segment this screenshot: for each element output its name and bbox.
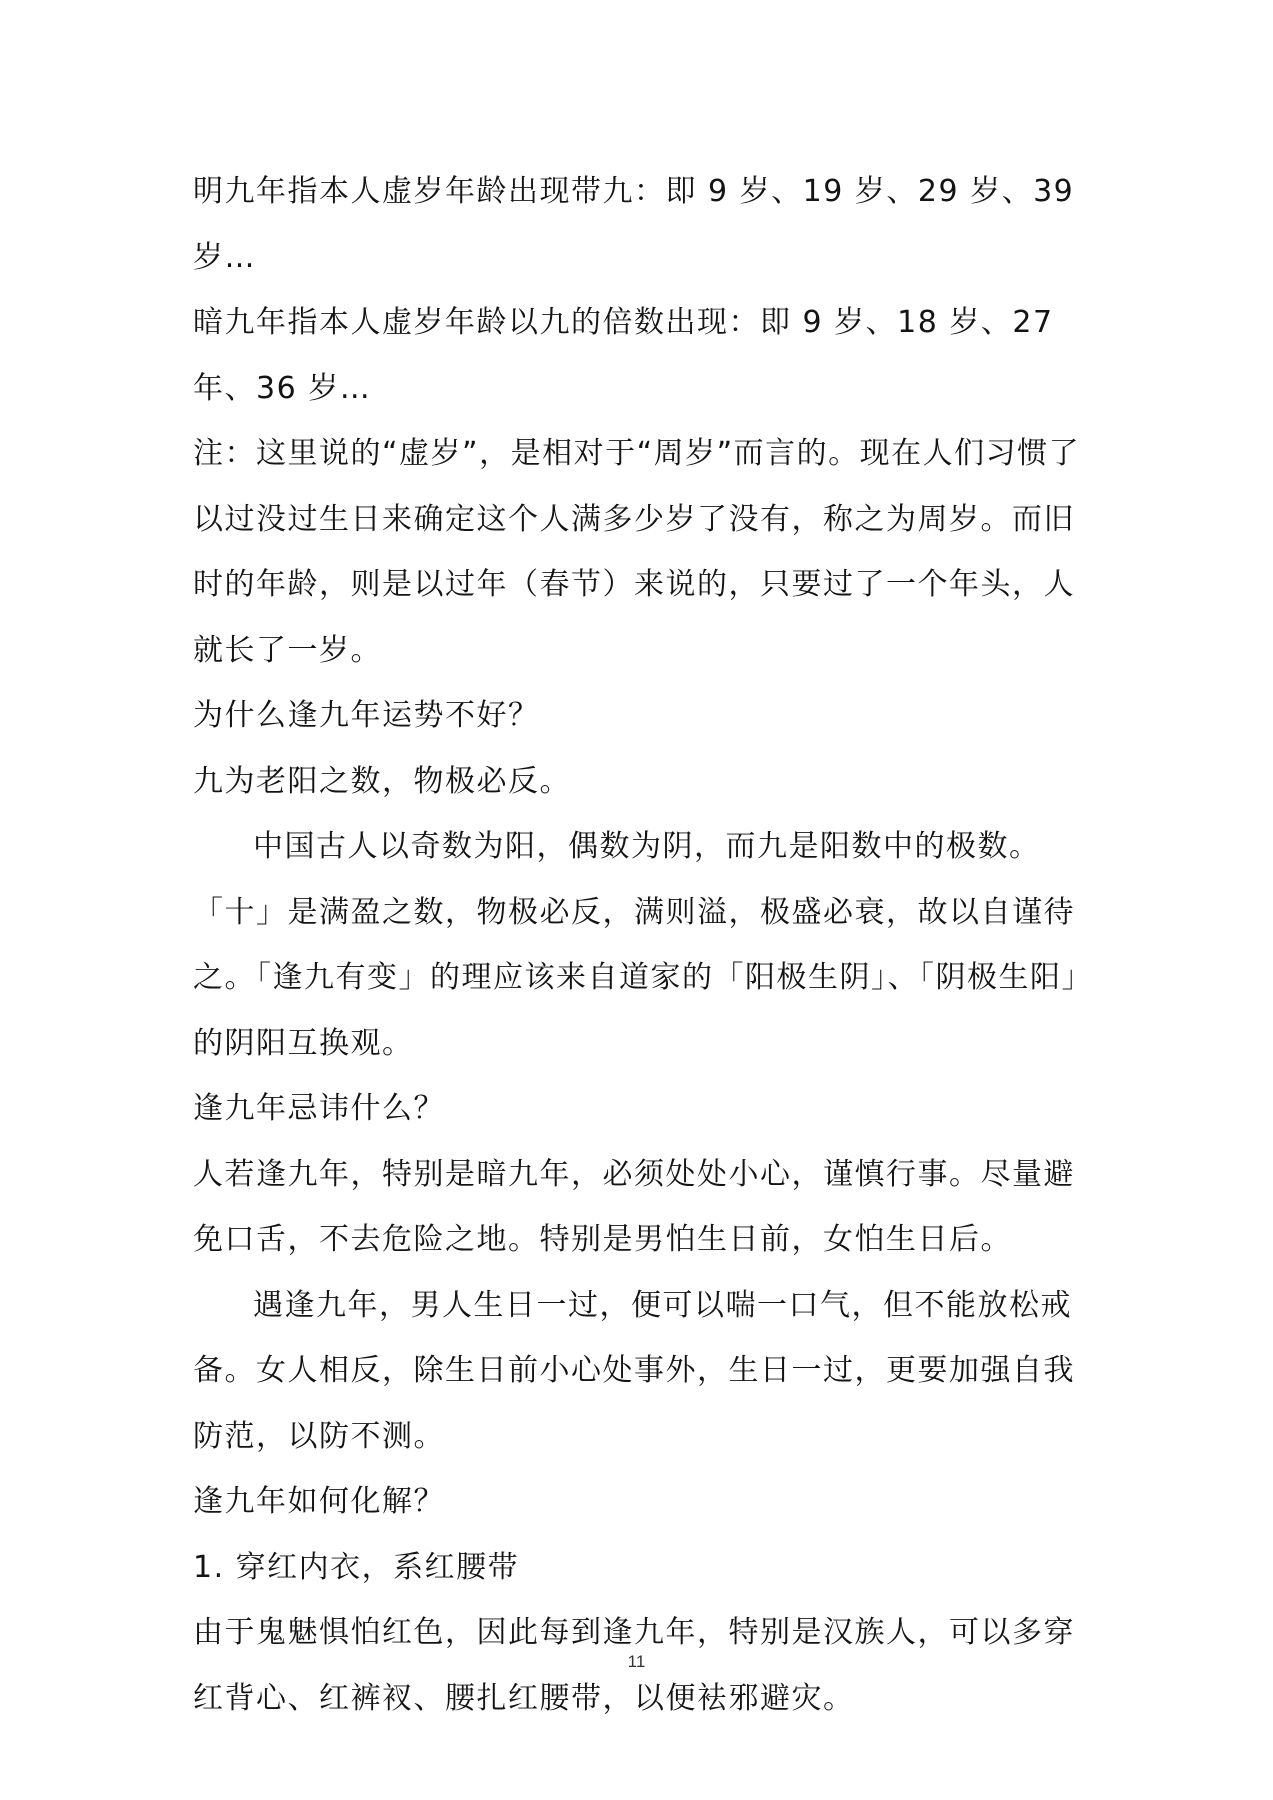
list-item-red-clothing-heading: 1. 穿红内衣，系红腰带: [193, 1549, 520, 1585]
paragraph-birthday-advice: 遇逢九年，男人生日一过，便可以喘一口气，但不能放松戒备。女人相反，除生日前小心处事外，生日一过，更要加强自我防范，以防不测。: [193, 1287, 1075, 1454]
page-number: 11: [627, 1652, 646, 1671]
paragraph-yin-yang-explanation: 中国古人以奇数为阳，偶数为阴，而九是阳数中的极数。「十」是满盈之数，物极必反，满则溢，极盛必衰，故以自谨待之。「逢九有变」的理应该来自道家的「阳极生阴」、「阴极生阳」的阴阳互换观。: [193, 829, 1078, 1061]
paragraph-red-clothing: 由于鬼魅惧怕红色，因此每到逢九年，特别是汉族人，可以多穿红背心、红裤衩、腰扎红腰带，以便袪邪避灾。: [193, 1615, 1075, 1716]
paragraph-ming-jiu-definition: 明九年指本人虚岁年龄出现带九：即 9 岁、19 岁、29 岁、39 岁…: [193, 174, 1075, 275]
section-heading-taboos: 逢九年忌讳什么？: [193, 1091, 445, 1126]
paragraph-xusui-note: 注：这里说的“虚岁”，是相对于“周岁”而言的。现在人们习惯了以过没过生日来确定这个人满多少岁了没有，称之为周岁。而旧时的年龄，则是以过年（春节）来说的，只要过了一个年头，人就长了一岁。: [193, 436, 1081, 668]
paragraph-taboo-advice: 人若逢九年，特别是暗九年，必须处处小心，谨慎行事。尽量避免口舌，不去危险之地。特别是男怕生日前，女怕生日后。: [193, 1156, 1075, 1257]
section-heading-remedies: 逢九年如何化解？: [193, 1484, 445, 1519]
page-body: [193, 159, 1083, 1731]
paragraph-lao-yang: 九为老阳之数，物极必反。: [193, 763, 571, 799]
section-heading-why-bad-luck: 为什么逢九年运势不好？: [193, 698, 540, 733]
paragraph-an-jiu-definition: 暗九年指本人虚岁年龄以九的倍数出现：即 9 岁、18 岁、27 年、36 岁…: [193, 305, 1054, 406]
